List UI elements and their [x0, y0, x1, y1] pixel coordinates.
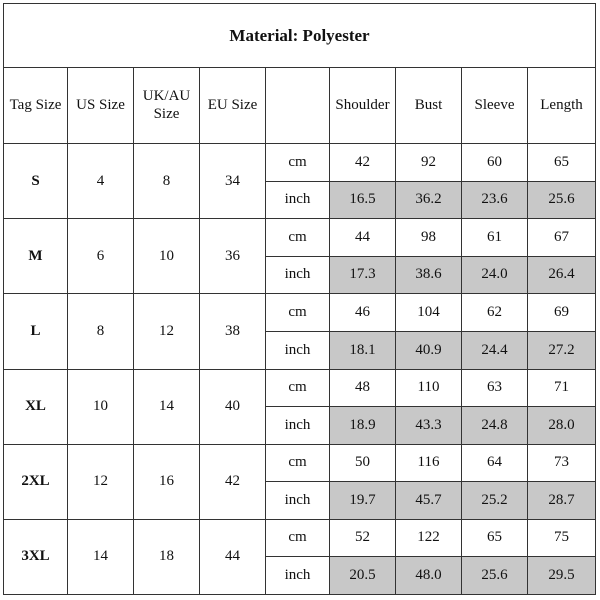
sleeve-inch-cell: 24.4: [462, 331, 528, 369]
bust-cm-cell: 92: [396, 144, 462, 182]
sleeve-inch-cell: 25.2: [462, 482, 528, 520]
header-row: [4, 67, 596, 143]
bust-inch-cell: 48.0: [396, 557, 462, 595]
table-row: [4, 444, 596, 482]
shoulder-inch-cell: 20.5: [330, 557, 396, 595]
table-row: [4, 219, 596, 257]
unit-inch-label: inch: [266, 181, 330, 219]
sleeve-cm-cell: 64: [462, 444, 528, 482]
uk-au-size-cell: 18: [134, 519, 200, 594]
length-cm-cell: 73: [528, 444, 596, 482]
table-row: [4, 294, 596, 332]
shoulder-inch-cell: 19.7: [330, 482, 396, 520]
shoulder-cm-cell: 44: [330, 219, 396, 257]
header-shoulder: Shoulder: [330, 67, 396, 143]
eu-size-cell: 34: [200, 144, 266, 219]
table-row: [4, 369, 596, 407]
header-unit: [266, 67, 330, 143]
size-chart: [3, 3, 595, 595]
size-table: [3, 3, 596, 595]
us-size-cell: 4: [68, 144, 134, 219]
us-size-cell: 6: [68, 219, 134, 294]
shoulder-inch-cell: 18.1: [330, 331, 396, 369]
table-row: [4, 144, 596, 182]
unit-cm-label: cm: [266, 519, 330, 557]
bust-cm-cell: 98: [396, 219, 462, 257]
unit-cm-label: cm: [266, 294, 330, 332]
sleeve-inch-cell: 25.6: [462, 557, 528, 595]
tag-size-cell: 3XL: [4, 519, 68, 594]
length-inch-cell: 28.7: [528, 482, 596, 520]
uk-au-size-cell: 10: [134, 219, 200, 294]
bust-cm-cell: 122: [396, 519, 462, 557]
header-sleeve: Sleeve: [462, 67, 528, 143]
header-length: Length: [528, 67, 596, 143]
tag-size-cell: S: [4, 144, 68, 219]
unit-cm-label: cm: [266, 144, 330, 182]
bust-cm-cell: 110: [396, 369, 462, 407]
sleeve-cm-cell: 63: [462, 369, 528, 407]
length-cm-cell: 71: [528, 369, 596, 407]
eu-size-cell: 36: [200, 219, 266, 294]
tag-size-cell: L: [4, 294, 68, 369]
header-uk-au-size: UK/AU Size: [134, 67, 200, 143]
length-cm-cell: 65: [528, 144, 596, 182]
tag-size-cell: XL: [4, 369, 68, 444]
length-inch-cell: 27.2: [528, 331, 596, 369]
uk-au-size-cell: 14: [134, 369, 200, 444]
bust-inch-cell: 38.6: [396, 256, 462, 294]
sleeve-inch-cell: 24.8: [462, 407, 528, 445]
shoulder-inch-cell: 18.9: [330, 407, 396, 445]
length-inch-cell: 25.6: [528, 181, 596, 219]
length-cm-cell: 67: [528, 219, 596, 257]
uk-au-size-cell: 12: [134, 294, 200, 369]
eu-size-cell: 44: [200, 519, 266, 594]
sleeve-cm-cell: 60: [462, 144, 528, 182]
tag-size-cell: 2XL: [4, 444, 68, 519]
tag-size-cell: M: [4, 219, 68, 294]
header-bust: Bust: [396, 67, 462, 143]
uk-au-size-cell: 8: [134, 144, 200, 219]
bust-cm-cell: 116: [396, 444, 462, 482]
shoulder-cm-cell: 46: [330, 294, 396, 332]
eu-size-cell: 38: [200, 294, 266, 369]
bust-inch-cell: 40.9: [396, 331, 462, 369]
shoulder-cm-cell: 50: [330, 444, 396, 482]
sleeve-cm-cell: 62: [462, 294, 528, 332]
shoulder-inch-cell: 16.5: [330, 181, 396, 219]
unit-inch-label: inch: [266, 256, 330, 294]
header-us-size: US Size: [68, 67, 134, 143]
length-inch-cell: 29.5: [528, 557, 596, 595]
sleeve-inch-cell: 23.6: [462, 181, 528, 219]
sleeve-cm-cell: 65: [462, 519, 528, 557]
bust-inch-cell: 45.7: [396, 482, 462, 520]
unit-cm-label: cm: [266, 219, 330, 257]
header-tag-size: Tag Size: [4, 67, 68, 143]
length-inch-cell: 28.0: [528, 407, 596, 445]
shoulder-cm-cell: 42: [330, 144, 396, 182]
shoulder-cm-cell: 48: [330, 369, 396, 407]
us-size-cell: 10: [68, 369, 134, 444]
us-size-cell: 12: [68, 444, 134, 519]
bust-cm-cell: 104: [396, 294, 462, 332]
sleeve-inch-cell: 24.0: [462, 256, 528, 294]
table-title: Material: Polyester: [4, 4, 596, 68]
unit-cm-label: cm: [266, 369, 330, 407]
length-cm-cell: 75: [528, 519, 596, 557]
shoulder-cm-cell: 52: [330, 519, 396, 557]
eu-size-cell: 42: [200, 444, 266, 519]
shoulder-inch-cell: 17.3: [330, 256, 396, 294]
unit-inch-label: inch: [266, 482, 330, 520]
us-size-cell: 8: [68, 294, 134, 369]
length-inch-cell: 26.4: [528, 256, 596, 294]
unit-inch-label: inch: [266, 331, 330, 369]
uk-au-size-cell: 16: [134, 444, 200, 519]
bust-inch-cell: 36.2: [396, 181, 462, 219]
table-row: [4, 519, 596, 557]
header-eu-size: EU Size: [200, 67, 266, 143]
length-cm-cell: 69: [528, 294, 596, 332]
eu-size-cell: 40: [200, 369, 266, 444]
bust-inch-cell: 43.3: [396, 407, 462, 445]
unit-inch-label: inch: [266, 557, 330, 595]
sleeve-cm-cell: 61: [462, 219, 528, 257]
unit-cm-label: cm: [266, 444, 330, 482]
us-size-cell: 14: [68, 519, 134, 594]
unit-inch-label: inch: [266, 407, 330, 445]
